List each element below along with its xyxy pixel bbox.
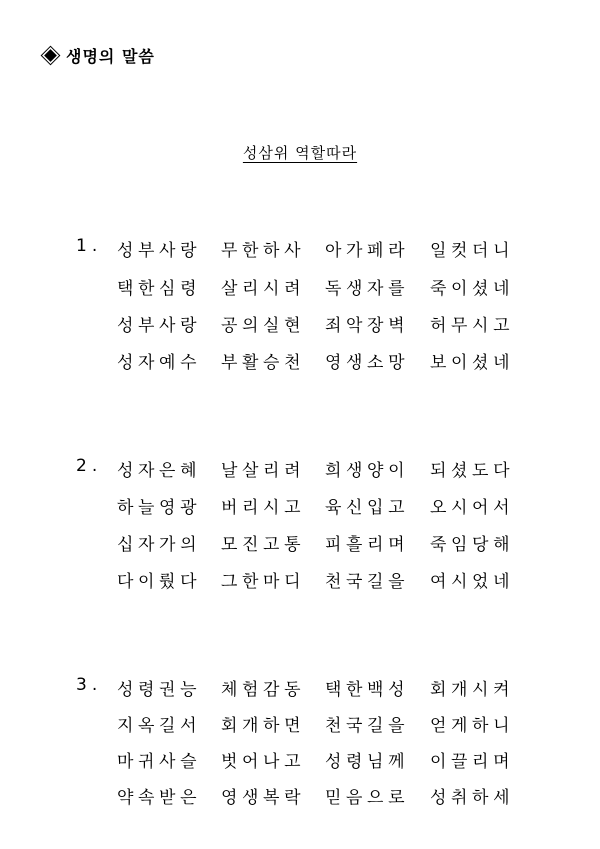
section-header — [44, 44, 155, 67]
phrase: 여시었네 — [430, 572, 515, 592]
phrase: 하늘영광 — [117, 498, 202, 518]
phrase: 얻게하니 — [430, 716, 515, 736]
phrase: 택한심령 — [117, 279, 202, 299]
phrase: 벗어나고 — [221, 752, 306, 772]
phrase: 영생복락 — [221, 788, 306, 808]
verse-line — [0, 783, 600, 808]
phrase: 부활승천 — [221, 353, 306, 373]
verse-number: 3. — [76, 675, 103, 695]
verse-line — [0, 311, 600, 336]
verse-number: 2. — [76, 456, 103, 476]
phrase: 공의실현 — [221, 316, 306, 336]
phrase: 모진고통 — [221, 535, 306, 555]
verse-line — [0, 274, 600, 299]
subtitle-text: 성삼위 역할따라 — [242, 144, 358, 162]
verse-line — [0, 348, 600, 373]
phrase: 성부사랑 — [117, 241, 202, 261]
diamond-icon — [44, 49, 57, 62]
verse-line — [0, 711, 600, 736]
verse-line — [0, 567, 600, 592]
phrase: 체험감동 — [221, 680, 306, 700]
phrase: 지옥길서 — [117, 716, 202, 736]
phrase: 성령권능 — [117, 680, 202, 700]
phrase: 오시어서 — [430, 498, 515, 518]
phrase: 천국길을 — [325, 716, 410, 736]
phrase: 이끌리며 — [430, 752, 515, 772]
phrase: 아가페라 — [325, 241, 410, 261]
phrase: 성자은혜 — [117, 461, 202, 481]
phrase: 보이셨네 — [430, 353, 515, 373]
phrase: 허무시고 — [430, 316, 515, 336]
phrase: 일컷더니 — [430, 241, 515, 261]
verse-number: 1. — [76, 236, 103, 256]
phrase: 날살리려 — [221, 461, 306, 481]
phrase: 회개하면 — [221, 716, 306, 736]
phrase: 택한백성 — [325, 680, 410, 700]
section-title: 생명의 말씀 — [66, 47, 155, 66]
verse-line — [0, 747, 600, 772]
phrase: 다이뤘다 — [117, 572, 202, 592]
phrase: 죽임당해 — [430, 535, 515, 555]
phrase: 천국길을 — [325, 572, 410, 592]
phrase: 십자가의 — [117, 535, 202, 555]
phrase: 되셨도다 — [430, 461, 515, 481]
phrase: 육신입고 — [325, 498, 410, 518]
phrase: 약속받은 — [117, 788, 202, 808]
phrase: 독생자를 — [325, 279, 410, 299]
phrase: 죽이셨네 — [430, 279, 515, 299]
phrase: 살리시려 — [221, 279, 306, 299]
phrase: 회개시켜 — [430, 680, 515, 700]
phrase: 성취하세 — [430, 788, 515, 808]
phrase: 마귀사슬 — [117, 752, 202, 772]
hymn-subtitle — [0, 142, 600, 163]
phrase: 무한하사 — [221, 241, 306, 261]
phrase: 믿음으로 — [325, 788, 410, 808]
phrase: 그한마디 — [221, 572, 306, 592]
phrase: 성령님께 — [325, 752, 410, 772]
phrase: 죄악장벽 — [325, 316, 410, 336]
verse-line — [0, 456, 600, 481]
phrase: 희생양이 — [325, 461, 410, 481]
phrase: 영생소망 — [325, 353, 410, 373]
verse-line — [0, 675, 600, 700]
phrase: 버리시고 — [221, 498, 306, 518]
phrase: 성자예수 — [117, 353, 202, 373]
phrase: 피흘리며 — [325, 535, 410, 555]
verse-line — [0, 493, 600, 518]
phrase: 성부사랑 — [117, 316, 202, 336]
verse-line — [0, 530, 600, 555]
verse-line — [0, 236, 600, 261]
